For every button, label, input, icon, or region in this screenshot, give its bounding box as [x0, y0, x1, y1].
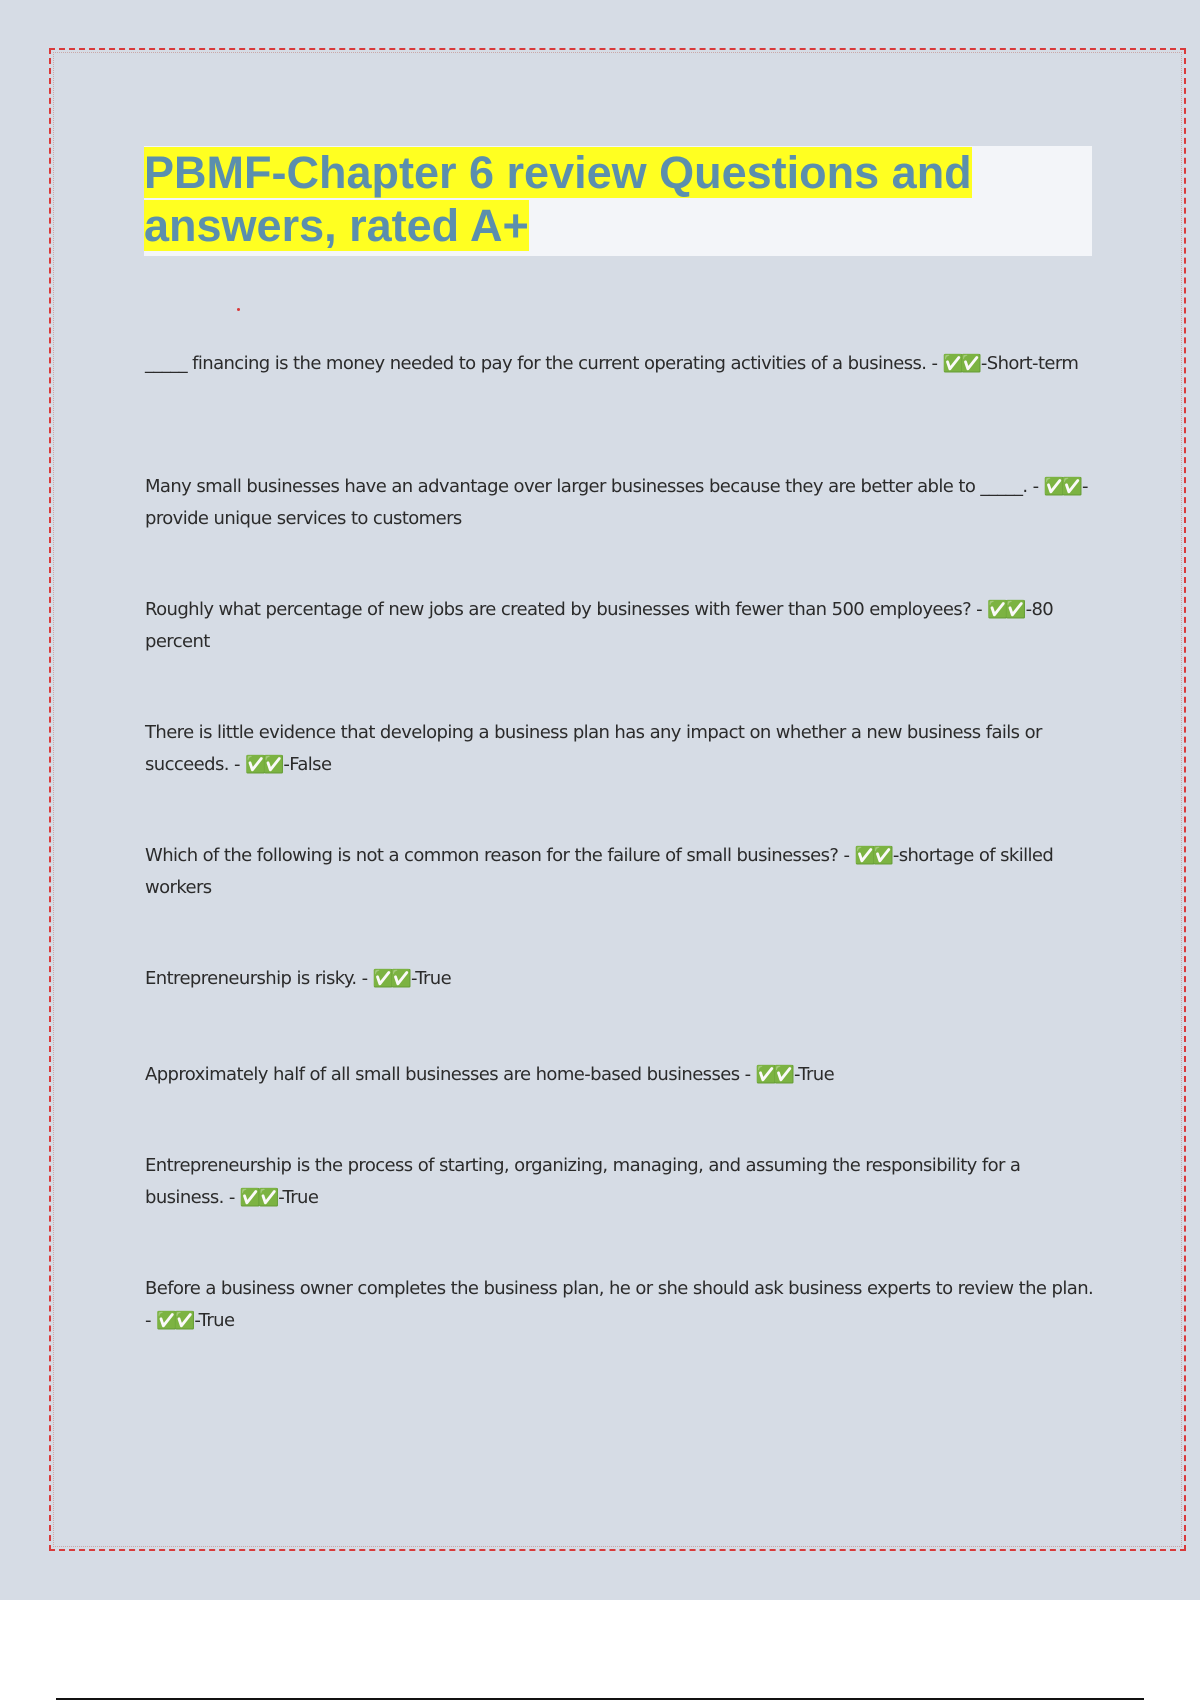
answer-text: -True [194, 1310, 235, 1331]
question-text: Which of the following is not a common reason for the failure of small businesses? - [145, 845, 850, 866]
double-check-icon: ✅✅ [942, 354, 979, 374]
qa-item [145, 840, 1095, 904]
qa-item [145, 963, 1095, 995]
double-check-icon: ✅✅ [1043, 477, 1080, 497]
answer-text: -shortage of skilled workers [145, 845, 1054, 898]
double-check-icon: ✅✅ [372, 969, 410, 989]
qa-item [145, 348, 1095, 380]
double-check-icon: ✅✅ [755, 1065, 792, 1085]
answer-text: -False [283, 754, 332, 775]
answer-text: -True [793, 1064, 835, 1085]
double-check-icon: ✅✅ [156, 1311, 193, 1331]
question-text: Approximately half of all small businesses are home-based businesses - [145, 1064, 751, 1085]
qa-item [145, 471, 1095, 535]
double-check-icon: ✅✅ [245, 755, 282, 775]
double-check-icon: ✅✅ [239, 1188, 277, 1208]
answer-text: -80 percent [145, 599, 1054, 652]
question-text: _____ financing is the money needed to pay for the current operating activities of a business. - [145, 353, 938, 374]
answer-text: -True [411, 968, 452, 989]
red-dot-mark [237, 308, 240, 311]
double-check-icon: ✅✅ [987, 600, 1024, 620]
title-line-1: PBMF-Chapter 6 review Questions and [144, 147, 972, 198]
question-text: There is little evidence that developing a business plan has any impact on whether a new business fails or succeeds. - [145, 722, 1042, 775]
qa-item [145, 717, 1095, 781]
question-text: Before a business owner completes the business plan, he or she should ask business experts to review the plan. - [145, 1278, 1094, 1331]
question-text: Many small businesses have an advantage over larger businesses because they are better able to _____. - [145, 476, 1039, 497]
qa-item [145, 1273, 1095, 1337]
question-text: Entrepreneurship is the process of starting, organizing, managing, and assuming the responsibility for a business. - [145, 1155, 1021, 1208]
question-text: Entrepreneurship is risky. - [145, 968, 368, 989]
qa-item [145, 1059, 1095, 1091]
qa-item [145, 594, 1095, 658]
answer-text: -Short-term [980, 353, 1079, 374]
double-check-icon: ✅✅ [854, 846, 891, 866]
question-text: Roughly what percentage of new jobs are created by businesses with fewer than 500 employees? - [145, 599, 983, 620]
title-line-2: answers, rated A+ [144, 200, 529, 251]
document-title [144, 146, 1092, 252]
answer-text: -provide unique services to customers [145, 476, 1088, 529]
qa-item [145, 1150, 1095, 1214]
answer-text: -True [278, 1187, 319, 1208]
